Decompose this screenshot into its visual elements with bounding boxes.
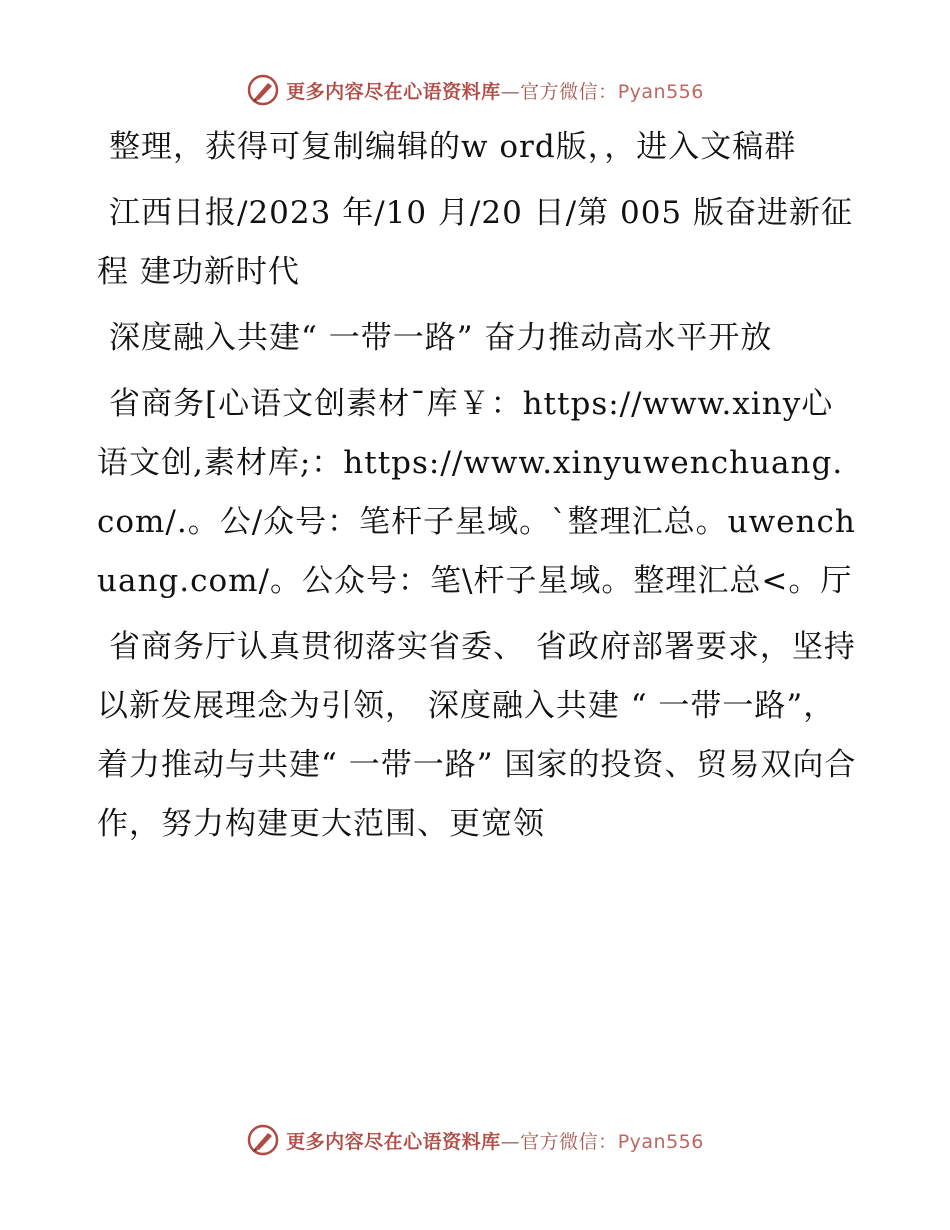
paragraph-headline xyxy=(97,309,857,368)
banner-wechat-label: 官方微信： xyxy=(520,80,618,103)
paragraph-byline-text: 省商务[心语文创素材¯库￥：https://www.xiny心语文创,素材库;：https://www.xinyuwenchuang.com/.。公/众号：笔杆子星域。`整理汇总。uwenchuang.com/。公众号：笔\杆子星域。整理汇总<。厅 xyxy=(97,386,856,599)
paragraph-source xyxy=(97,184,857,302)
footer-watermark-banner xyxy=(0,1120,950,1160)
banner-dash: — xyxy=(500,80,521,103)
banner-text xyxy=(286,1127,704,1154)
paragraph-body xyxy=(97,618,857,854)
paragraph-source-text: 江西日报/2023 年/10 月/20 日/第 005 版奋进新征程 建功新时代 xyxy=(97,195,854,290)
pen-circle-icon xyxy=(246,73,280,107)
header-watermark-banner xyxy=(0,70,950,110)
pen-circle-icon xyxy=(246,1123,280,1157)
paragraph-body-text: 省商务厅认真贯彻落实省委、 省政府部署要求，坚持以新发展理念为引领， 深度融入共建 “ 一带一路”，着力推动与共建“ 一带一路” 国家的投资、贸易双向合作，努力构建更大范围、更宽领 xyxy=(97,629,857,842)
banner-wechat-id: Pyan556 xyxy=(617,1130,704,1153)
banner-text xyxy=(286,77,704,104)
banner-wechat-id: Pyan556 xyxy=(617,80,704,103)
document-body xyxy=(97,118,857,861)
banner-main-text: 更多内容尽在心语资料库 xyxy=(286,80,501,103)
banner-main-text: 更多内容尽在心语资料库 xyxy=(286,1130,501,1153)
banner-wechat-label: 官方微信： xyxy=(520,1130,618,1153)
paragraph-headline-text: 深度融入共建“ 一带一路” 奋力推动高水平开放 xyxy=(109,320,773,356)
paragraph-intro-text: 整理，获得可复制编辑的w ord版，，进入文稿群 xyxy=(109,129,797,165)
banner-dash: — xyxy=(500,1130,521,1153)
paragraph-byline xyxy=(97,375,857,611)
paragraph-intro xyxy=(97,118,857,177)
